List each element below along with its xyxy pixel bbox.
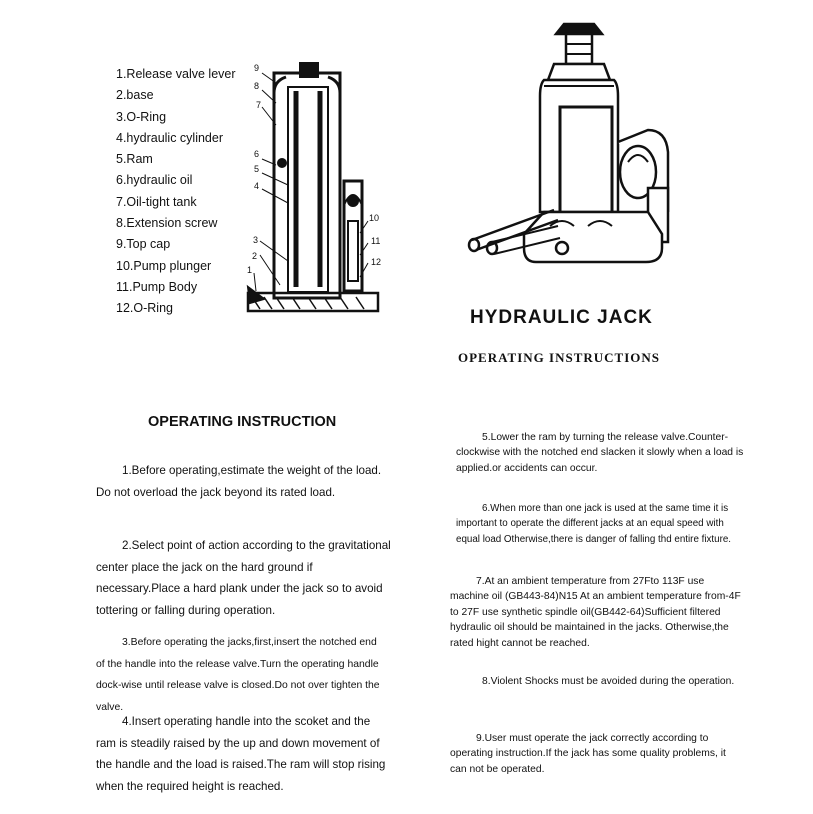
diagram-callout: 6 <box>254 149 260 159</box>
parts-item: 8.Extension screw <box>116 216 218 231</box>
parts-item: 10.Pump plunger <box>116 258 212 273</box>
instruction-7 <box>450 574 744 651</box>
instruction-2 <box>96 535 392 621</box>
parts-item: 3.O-Ring <box>116 109 167 124</box>
diagram-callout: 2 <box>252 251 258 261</box>
parts-item: 6.hydraulic oil <box>116 173 193 188</box>
instruction-9 <box>450 731 740 777</box>
cross-section-diagram <box>240 55 390 325</box>
diagram-callout: 8 <box>254 81 260 91</box>
instruction-text: 1.Before operating,estimate the weight of the load. Do not overload the jack beyond its rated load. <box>96 464 382 499</box>
parts-item: 11.Pump Body <box>116 279 198 294</box>
parts-item: 9.Top cap <box>116 237 171 252</box>
instruction-text: 2.Select point of action according to the gravitational center place the jack on the hard ground if necessary.Place a hard plank under the jack so to avoid tottering or falling during operation. <box>96 539 391 617</box>
parts-item: 12.O-Ring <box>116 301 173 316</box>
diagram-callout: 5 <box>254 164 260 174</box>
parts-item: 4.hydraulic cylinder <box>116 130 223 145</box>
instruction-text: 4.Insert operating handle into the scoket and the ram is steadily raised by the up and down movement of the handle and the load is raised.The ram will stop rising when the required height is reached. <box>96 715 386 793</box>
diagram-callout: 1 <box>247 265 253 275</box>
instruction-5 <box>456 430 746 476</box>
diagram-callout: 7 <box>256 100 262 110</box>
left-column-heading: OPERATING INSTRUCTION <box>148 414 337 430</box>
diagram-callout: 9 <box>254 63 260 73</box>
instruction-1 <box>96 460 396 503</box>
instruction-text: 5.Lower the ram by turning the release valve.Counter-clockwise with the notched end slacken it slowly when a load is applied.or accidents can occur. <box>456 432 744 474</box>
parts-item: 5.Ram <box>116 152 153 167</box>
operating-instructions-heading: OPERATING INSTRUCTIONS <box>458 350 660 365</box>
parts-item: 2.base <box>116 88 154 103</box>
parts-item: 7.Oil-tight tank <box>116 194 197 209</box>
instruction-4 <box>96 711 392 797</box>
parts-item: 1.Release valve lever <box>116 67 236 81</box>
product-title: HYDRAULIC JACK <box>470 307 653 328</box>
instruction-3 <box>96 632 388 718</box>
parts-list <box>116 64 236 320</box>
diagram-callout: 12 <box>371 257 382 267</box>
instruction-text: 7.At an ambient temperature from 27Fto 113F use machine oil (GB443-84)N15 At an ambient temperature from-4F to 27F use synthetic spindle oil(GB442-64)Sufficient filtered hydraulic oil should be maintained in the jacks. Otherwise,the rated hight cannot be reached. <box>450 576 741 649</box>
instruction-text: 9.User must operate the jack correctly according to operating instruction.If the jack has some quality problems, it can not be operated. <box>450 733 726 775</box>
instruction-text: 3.Before operating the jacks,first,insert the notched end of the handle into the release valve.Turn the operating handle dock-wise until release valve is closed.Do not over tighten the valve. <box>96 637 380 713</box>
diagram-callout: 3 <box>253 235 259 245</box>
instruction-text: 8.Violent Shocks must be avoided during the operation. <box>482 676 735 687</box>
diagram-callout: 11 <box>371 236 381 246</box>
instruction-text: 6.When more than one jack is used at the same time it is important to operate the different jacks at an equal speed with equal load Otherwise,there is danger of falling thd entire fixture. <box>456 503 732 545</box>
diagram-callout: 10 <box>369 213 380 223</box>
instruction-6 <box>456 501 746 547</box>
diagram-callout: 4 <box>254 181 260 191</box>
instruction-8 <box>456 674 746 689</box>
hydraulic-jack-illustration <box>462 12 702 282</box>
